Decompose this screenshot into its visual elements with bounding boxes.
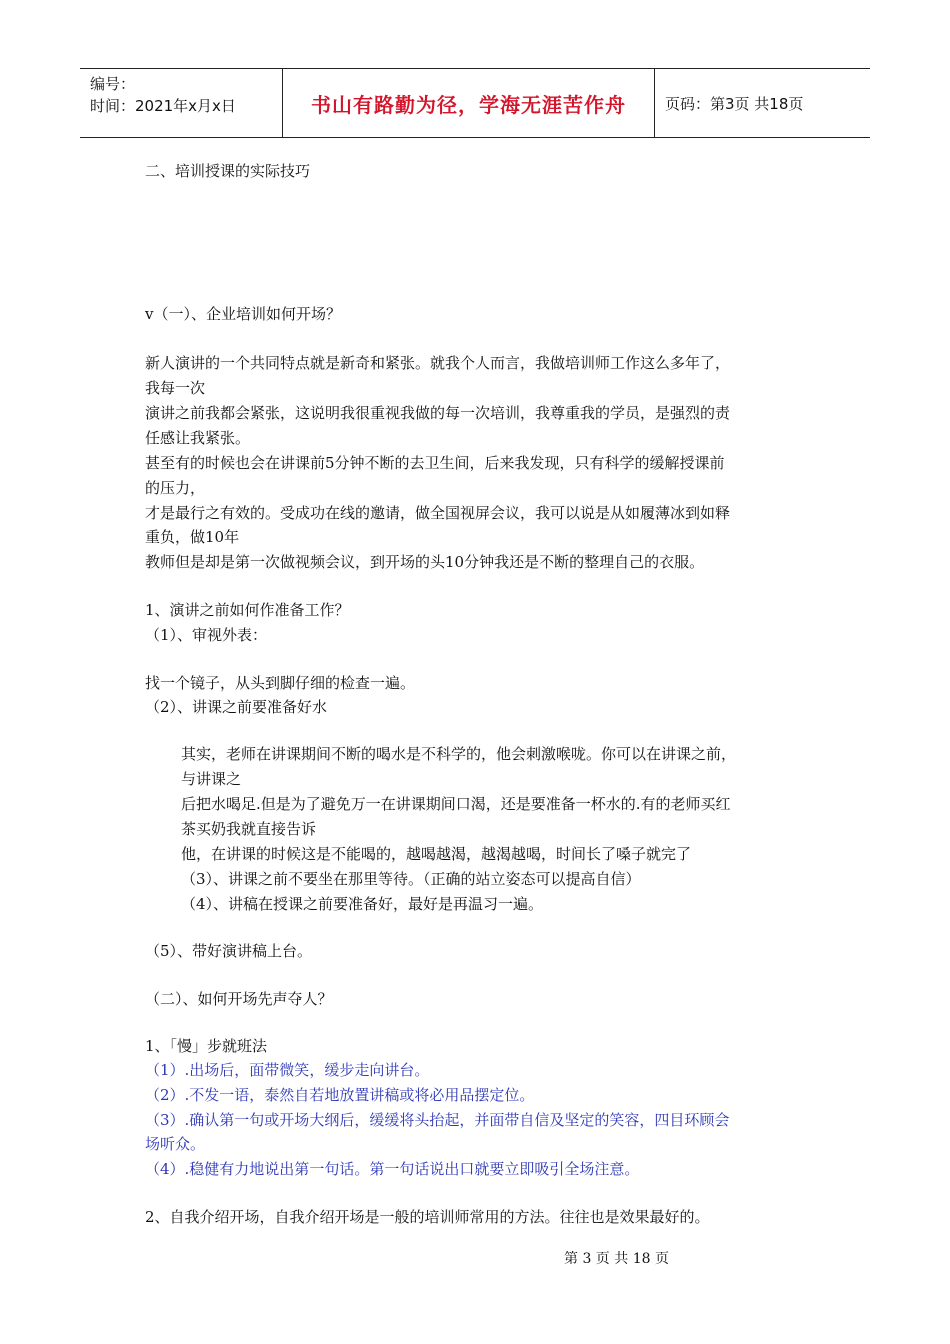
paragraph-line: 新人演讲的一个共同特点就是新奇和紧张。就我个人而言，我做培训师工作这么多年了， <box>145 354 731 372</box>
paragraph-line: 才是最行之有效的。受成功在线的邀请，做全国视屏会议，我可以说是从如履薄冰到如释 <box>145 504 731 522</box>
blue-list-item: 场听众。 <box>145 1135 206 1153</box>
list-item: （4）、讲稿在授课之前要准备好，最好是再温习一遍。 <box>181 895 544 913</box>
indented-line: 与讲课之 <box>181 770 242 788</box>
numbered-heading: 1、「慢」步就班法 <box>145 1037 268 1055</box>
paragraph-line: 重负，做10年 <box>145 528 240 546</box>
list-item: （5）、带好演讲稿上台。 <box>145 942 313 960</box>
indented-line: 后把水喝足.但是为了避免万一在讲课期间口渴，还是要准备一杯水的.有的老师买红 <box>181 795 731 813</box>
numbered-heading: 1、演讲之前如何作准备工作？ <box>145 601 350 619</box>
paragraph-line: 任感让我紧张。 <box>145 429 251 447</box>
paragraph-line: 甚至有的时候也会在讲课前5分钟不断的去卫生间，后来我发现，只有科学的缓解授课前 <box>145 454 725 472</box>
numbered-heading: 2、自我介绍开场，自我介绍开场是一般的培训师常用的方法。往往也是效果最好的。 <box>145 1208 710 1226</box>
blue-list-item: （3）.确认第一句或开场大纲后，缓缓将头抬起，并面带自信及坚定的笑容，四目环顾会 <box>145 1111 730 1129</box>
document-number-label: 编号： <box>90 75 136 93</box>
subsection-heading: （二）、如何开场先声夺人？ <box>145 990 333 1008</box>
indented-line: 其实，老师在讲课期间不断的喝水是不科学的，他会刺激喉咙。你可以在讲课之前， <box>181 745 737 763</box>
blue-list-item: （2）.不发一语，泰然自若地放置讲稿或将必用品摆定位。 <box>145 1086 535 1104</box>
header-page-info: 页码：第3页 共18页 <box>665 94 804 113</box>
paragraph-line: 的压力， <box>145 479 206 497</box>
paragraph-line: 教师但是却是第一次做视频会议，到开场的头10分钟我还是不断的整理自己的衣服。 <box>145 553 705 571</box>
header-left <box>80 69 282 137</box>
list-item: （3）、讲课之前不要坐在那里等待。（正确的站立姿态可以提高自信） <box>181 870 641 888</box>
header-motto: 书山有路勤为径，学海无涯苦作舟 <box>282 69 655 137</box>
subsection-heading: v（一）、企业培训如何开场？ <box>145 305 341 323</box>
section-heading: 二、培训授课的实际技巧 <box>145 162 311 180</box>
page-header <box>80 68 870 138</box>
page-footer: 第 3 页 共 18 页 <box>564 1251 669 1267</box>
list-item: （1）、审视外表： <box>145 626 268 644</box>
paragraph-line: 找一个镜子，从头到脚仔细的检查一遍。 <box>145 674 416 692</box>
list-item: （2）、讲课之前要准备好水 <box>145 698 328 716</box>
paragraph-line: 演讲之前我都会紧张，这说明我很重视我做的每一次培训，我尊重我的学员，是强烈的责 <box>145 404 731 422</box>
paragraph-line: 我每一次 <box>145 379 206 397</box>
indented-line: 他，在讲课的时候这是不能喝的，越喝越渴，越渴越喝，时间长了嗓子就完了 <box>181 845 692 863</box>
blue-list-item: （1）.出场后，面带微笑，缓步走向讲台。 <box>145 1061 430 1079</box>
indented-line: 茶买奶我就直接告诉 <box>181 820 317 838</box>
document-date: 时间：2021年x月x日 <box>90 97 236 115</box>
blue-list-item: （4）.稳健有力地说出第一句话。第一句话说出口就要立即吸引全场注意。 <box>145 1160 640 1178</box>
